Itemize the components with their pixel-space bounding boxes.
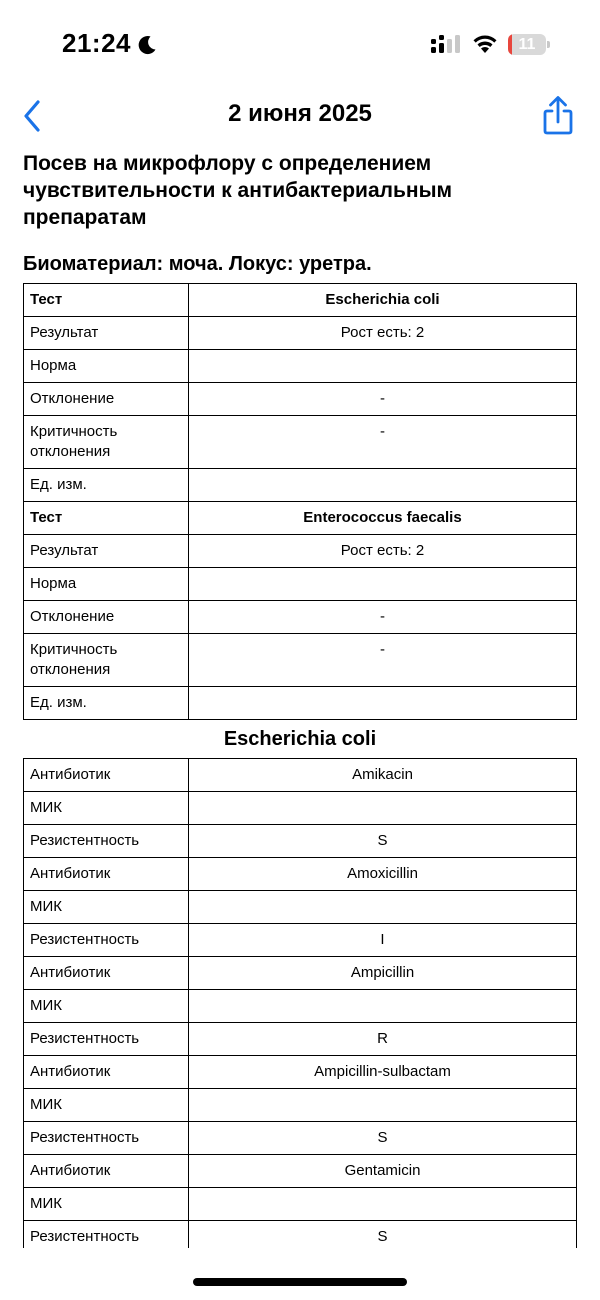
row-label: Антибиотик bbox=[24, 1056, 189, 1089]
row-label: Антибиотик bbox=[24, 957, 189, 990]
antibiogram-table bbox=[23, 758, 577, 1248]
table-row bbox=[24, 416, 577, 469]
table-row bbox=[24, 1221, 577, 1249]
row-value: Amikacin bbox=[189, 759, 577, 792]
share-icon bbox=[538, 94, 578, 138]
row-value: - bbox=[189, 416, 577, 469]
row-label: Резистентность bbox=[24, 1023, 189, 1056]
table-row bbox=[24, 502, 577, 535]
row-value: Рост есть: 2 bbox=[189, 317, 577, 350]
table-row bbox=[24, 1122, 577, 1155]
row-label: Антибиотик bbox=[24, 858, 189, 891]
table-row bbox=[24, 1023, 577, 1056]
table-row bbox=[24, 284, 577, 317]
row-label: Отклонение bbox=[24, 601, 189, 634]
table-row bbox=[24, 1089, 577, 1122]
row-label: Резистентность bbox=[24, 825, 189, 858]
chevron-left-icon bbox=[16, 96, 50, 136]
page-title: 2 июня 2025 bbox=[228, 100, 372, 127]
wifi-icon bbox=[471, 33, 499, 55]
table-row bbox=[24, 634, 577, 687]
battery-indicator bbox=[508, 34, 550, 55]
results-table-body bbox=[24, 284, 577, 720]
table-row bbox=[24, 891, 577, 924]
moon-icon bbox=[136, 34, 158, 56]
row-value bbox=[189, 350, 577, 383]
row-value bbox=[189, 469, 577, 502]
row-value bbox=[189, 990, 577, 1023]
battery-cap bbox=[547, 41, 550, 48]
row-value: Ampicillin-sulbactam bbox=[189, 1056, 577, 1089]
table-row bbox=[24, 1188, 577, 1221]
table-row bbox=[24, 924, 577, 957]
row-value: - bbox=[189, 601, 577, 634]
row-value: S bbox=[189, 1122, 577, 1155]
row-value: S bbox=[189, 1221, 577, 1249]
row-label: Резистентность bbox=[24, 1221, 189, 1249]
antibiogram-title: Escherichia coli bbox=[223, 728, 377, 750]
report-content[interactable] bbox=[0, 148, 600, 1248]
row-value bbox=[189, 687, 577, 720]
cellular-signal-icon bbox=[430, 34, 462, 54]
row-value bbox=[189, 891, 577, 924]
row-label: Антибиотик bbox=[24, 1155, 189, 1188]
table-row bbox=[24, 568, 577, 601]
table-row bbox=[24, 469, 577, 502]
row-label: Тест bbox=[24, 284, 189, 317]
table-row bbox=[24, 858, 577, 891]
row-label: МИК bbox=[24, 1188, 189, 1221]
status-time: 21:24 bbox=[62, 28, 131, 58]
table-row bbox=[24, 317, 577, 350]
row-label: МИК bbox=[24, 891, 189, 924]
row-label: МИК bbox=[24, 792, 189, 825]
table-row bbox=[24, 957, 577, 990]
row-label: Отклонение bbox=[24, 383, 189, 416]
row-label: Норма bbox=[24, 568, 189, 601]
table-row bbox=[24, 759, 577, 792]
row-label: Ед. изм. bbox=[24, 469, 189, 502]
biomaterial-heading: Биоматериал: моча. Локус: уретра. bbox=[23, 253, 372, 275]
table-row bbox=[24, 792, 577, 825]
row-label: Тест bbox=[24, 502, 189, 535]
share-button[interactable] bbox=[538, 94, 578, 138]
table-row bbox=[24, 601, 577, 634]
row-label: Ед. изм. bbox=[24, 687, 189, 720]
row-label: Результат bbox=[24, 317, 189, 350]
row-value: Ampicillin bbox=[189, 957, 577, 990]
row-label: Резистентность bbox=[24, 1122, 189, 1155]
table-row bbox=[24, 990, 577, 1023]
home-indicator[interactable] bbox=[193, 1278, 407, 1286]
row-value: R bbox=[189, 1023, 577, 1056]
row-value: Рост есть: 2 bbox=[189, 535, 577, 568]
row-label: Резистентность bbox=[24, 924, 189, 957]
row-label: Результат bbox=[24, 535, 189, 568]
table-row bbox=[24, 535, 577, 568]
battery-body bbox=[508, 34, 546, 55]
table-row bbox=[24, 687, 577, 720]
row-label: Критичность отклонения bbox=[24, 634, 189, 687]
table-row bbox=[24, 1155, 577, 1188]
row-label: МИК bbox=[24, 1089, 189, 1122]
row-label: МИК bbox=[24, 990, 189, 1023]
status-bar bbox=[0, 0, 600, 90]
battery-level: 11 bbox=[518, 36, 536, 53]
row-value bbox=[189, 568, 577, 601]
row-label: Критичность отклонения bbox=[24, 416, 189, 469]
row-value: S bbox=[189, 825, 577, 858]
row-value: I bbox=[189, 924, 577, 957]
row-value: - bbox=[189, 383, 577, 416]
row-value: Escherichia coli bbox=[189, 284, 577, 317]
table-row bbox=[24, 1056, 577, 1089]
row-label: Норма bbox=[24, 350, 189, 383]
nav-bar bbox=[0, 90, 600, 142]
row-label: Антибиотик bbox=[24, 759, 189, 792]
row-value bbox=[189, 1089, 577, 1122]
results-table bbox=[23, 283, 577, 720]
table-row bbox=[24, 383, 577, 416]
row-value bbox=[189, 1188, 577, 1221]
row-value: Enterococcus faecalis bbox=[189, 502, 577, 535]
row-value: Gentamicin bbox=[189, 1155, 577, 1188]
table-row bbox=[24, 350, 577, 383]
back-button[interactable] bbox=[16, 96, 50, 136]
table-row bbox=[24, 825, 577, 858]
row-value: Amoxicillin bbox=[189, 858, 577, 891]
row-value: - bbox=[189, 634, 577, 687]
report-title: Посев на микрофлору с определением чувствительности к антибактериальным препаратам bbox=[23, 152, 453, 229]
antibiogram-table-body bbox=[24, 759, 577, 1249]
row-value bbox=[189, 792, 577, 825]
